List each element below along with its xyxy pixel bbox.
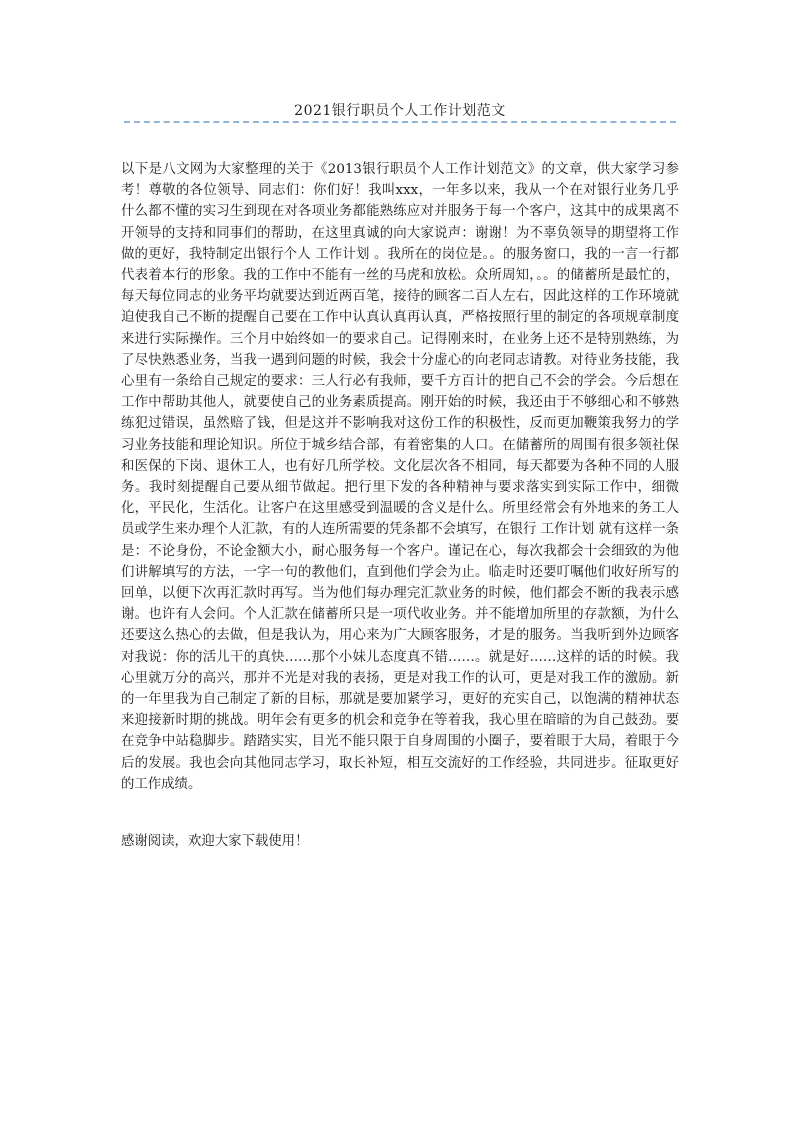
document-body: 以下是八文网为大家整理的关于《2013银行职员个人工作计划范文》的文章，供大家学习参考！尊敬的各位领导、同志们：你们好！我叫xxx，一年多以来，我从一个在对银行业务几乎什么都不懂的实习生到现在对各项业务都能熟练应对并服务于每一个客户，这其中的成果离不开领导的支持和同事们的帮助，在这里真诚的向大家说声：谢谢！为不辜负领导的期望将工作做的更好，我特制定出银行个人 工作计划 。我所在的岗位是。。的服务窗口，我的一言一行都代表着本行的形象。我的工作中不能有一丝的马虎和放松。众所周知，。。的储蓄所是最忙的，每天每位同志的业务平均就要达到近两百笔，接待的顾客二百人左右，因此这样的工作环境就迫使我自己不断的提醒自己要在工作中认真认真再认真，严格按照行里的制定的各项规章制度来进行实际操作。三个月中始终如一的要求自己。记得刚来时，在业务上还不是特别熟练，为了尽快熟悉业务，当我一遇到问题的时候，我会十分虚心的向老同志请教。对待业务技能，我心里有一条给自己规定的要求：三人行必有我师，要千方百计的把自己不会的学会。今后想在工作中帮助其他人，就要使自己的业务素质提高。刚开始的时候，我还由于不够细心和不够熟练犯过错误，虽然赔了钱，但是这并不影响我对这份工作的积极性，反而更加鞭策我努力的学习业务技能和理论知识。所位于城乡结合部，有着密集的人口。在储蓄所的周围有很多领社保和医保的下岗、退休工人，也有好几所学校。文化层次各不相同，每天都要为各种不同的人服务。我时刻提醒自己要从细节做起。把行里下发的各种精神与要求落实到实际工作中，细微化，平民化，生活化。让客户在这里感受到温暖的含义是什么。所里经常会有外地来的务工人员或学生来办理个人汇款，有的人连所需要的凭条都不会填写，在银行 工作计划 就有这样一条是：不论身份，不论金额大小，耐心服务每一个客户。谨记在心，每次我都会十会细致的为他们讲解填写的方法，一字一句的教他们，直到他们学会为止。临走时还要叮嘱他们收好所写的回单，以便下次再汇款时再写。当为他们每办理完汇款业务的时候，他们都会不断的我表示感谢。也许有人会问。个人汇款在储蓄所只是一项代收业务。并不能增加所里的存款额，为什么还要这么热心的去做，但是我认为，用心来为广大顾客服务，才是的服务。当我听到外边顾客对我说：你的活儿干的真快……那个小妹儿态度真不错……。就是好……这样的话的时候。我心里就万分的高兴，那并不光是对我的表扬，更是对我工作的认可，更是对我工作的激励。新的一年里我为自己制定了新的目标，那就是要加紧学习，更好的充实自己，以饱满的精神状态来迎接新时期的挑战。明年会有更多的机会和竞争在等着我，我心里在暗暗的为自己鼓劲。要在竞争中站稳脚步。踏踏实实，目光不能只限于自身周围的小圈子，要着眼于大局，着眼于今后的发展。我也会向其他同志学习，取长补短，相互交流好的工作经验，共同进步。征取更好的工作成绩。 <box>121 162 679 792</box>
closing-line: 感谢阅读，欢迎大家下载使用！ <box>121 834 309 849</box>
document-title: 2021银行职员个人工作计划范文 <box>294 103 506 119</box>
title-divider <box>124 121 676 123</box>
